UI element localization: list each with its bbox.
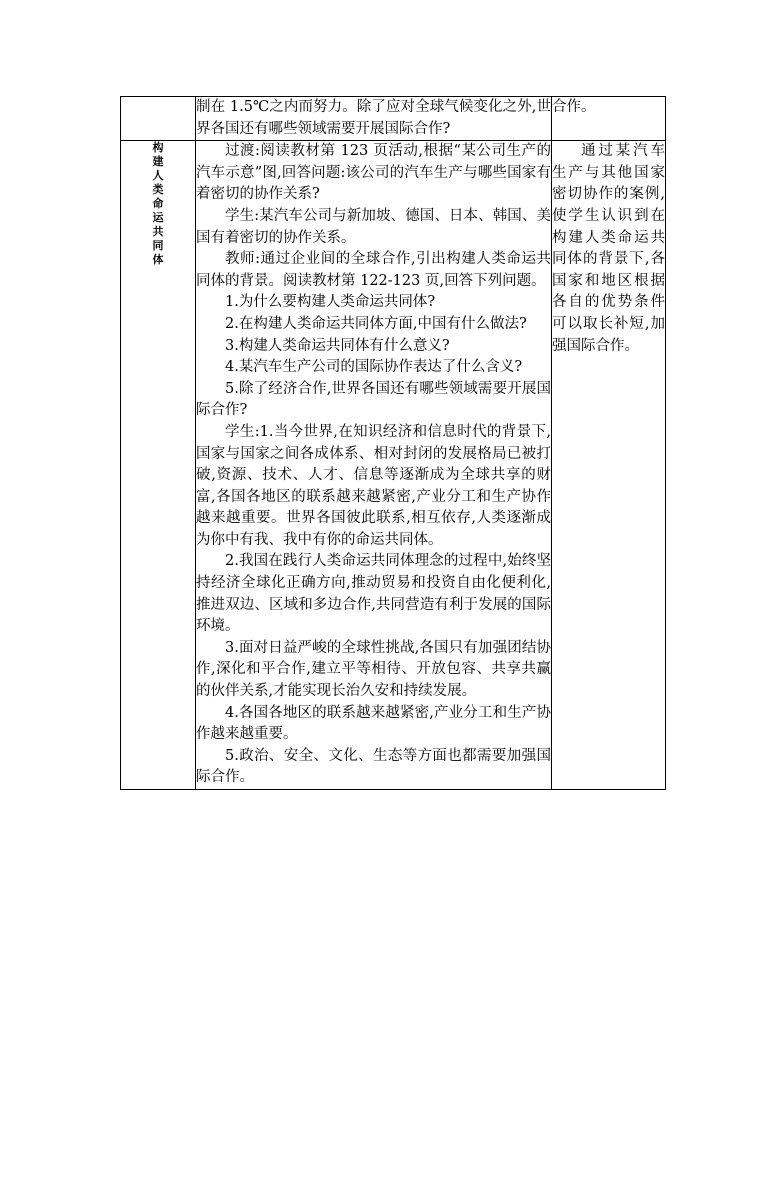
question-4: 4.某汽车生产公司的国际协作表达了什么含义? [225,359,523,376]
paragraph-teacher: 教师:通过企业间的全球合作,引出构建人类命运共同体的背景。阅读教材第 122-123 页,回答下列问题。 [196,251,551,289]
question-3: 3.构建人类命运共同体有什么意义? [225,337,450,354]
question-1: 1.为什么要构建人类命运共同体? [225,294,436,311]
answer-5: 5.政治、安全、文化、生态等方面也都需要加强国际合作。 [196,747,551,786]
table-row [121,141,666,790]
answer-1: 学生:1.当今世界,在知识经济和信息时代的背景下,国家与国家之间各成体系、相对封闭的发展格局已被打破,资源、技术、人才、信息等逐渐成为全球共享的财富,各国各地区的联系越来越紧密,产业分工和生产协作越来越重要。世界各国彼此联系,相互依存,人类逐渐成为你中有我、我中有你的命运共同体。 [196,423,551,548]
activity-cell [196,141,552,790]
answer-2: 2.我国在践行人类命运共同体理念的过程中,始终坚持经济全球化正确方向,推动贸易和投资自由化便利化,推进双边、区域和多边合作,共同营造有利于发展的国际环境。 [196,553,551,635]
purpose-cell [552,141,666,790]
answer-3: 3.面对日益严峻的全球性挑战,各国只有加强团结协作,深化和平合作,建立平等相待、开放包容、共享共赢的伙伴关系,才能实现长治久安和持续发展。 [196,639,551,700]
activity-cell [196,97,552,141]
section-label-cell-empty [121,97,196,141]
purpose-cell [552,97,666,141]
section-label-cell [121,141,196,790]
purpose-text: 通过某汽车生产与其他国家密切协作的案例,使学生认识到在构建人类命运共同体的背景下,各国家和地区根据各自的优势条件可以取长补短,加强国际合作。 [552,143,665,354]
section-label: 构建人类命运共同体 [152,141,164,267]
lesson-plan-table [120,96,666,790]
paragraph-student-answer: 学生:某汽车公司与新加坡、德国、日本、韩国、美国有着密切的协作关系。 [196,207,551,246]
question-5: 5.除了经济合作,世界各国还有哪些领域需要开展国际合作? [196,380,551,419]
paragraph-transition: 过渡:阅读教材第 123 页活动,根据“某公司生产的汽车示意”图,回答问题:该公司的汽车生产与哪些国家有着密切的协作关系? [196,143,551,203]
table-row [121,97,666,141]
purpose-text: 合作。 [552,99,596,115]
activity-text: 制在 1.5℃之内而努力。除了应对全球气候变化之外,世界各国还有哪些领域需要开展国际合作? [196,99,551,137]
answer-4: 4.各国各地区的联系越来越紧密,产业分工和生产协作越来越重要。 [196,704,551,743]
question-2: 2.在构建人类命运共同体方面,中国有什么做法? [225,315,527,332]
